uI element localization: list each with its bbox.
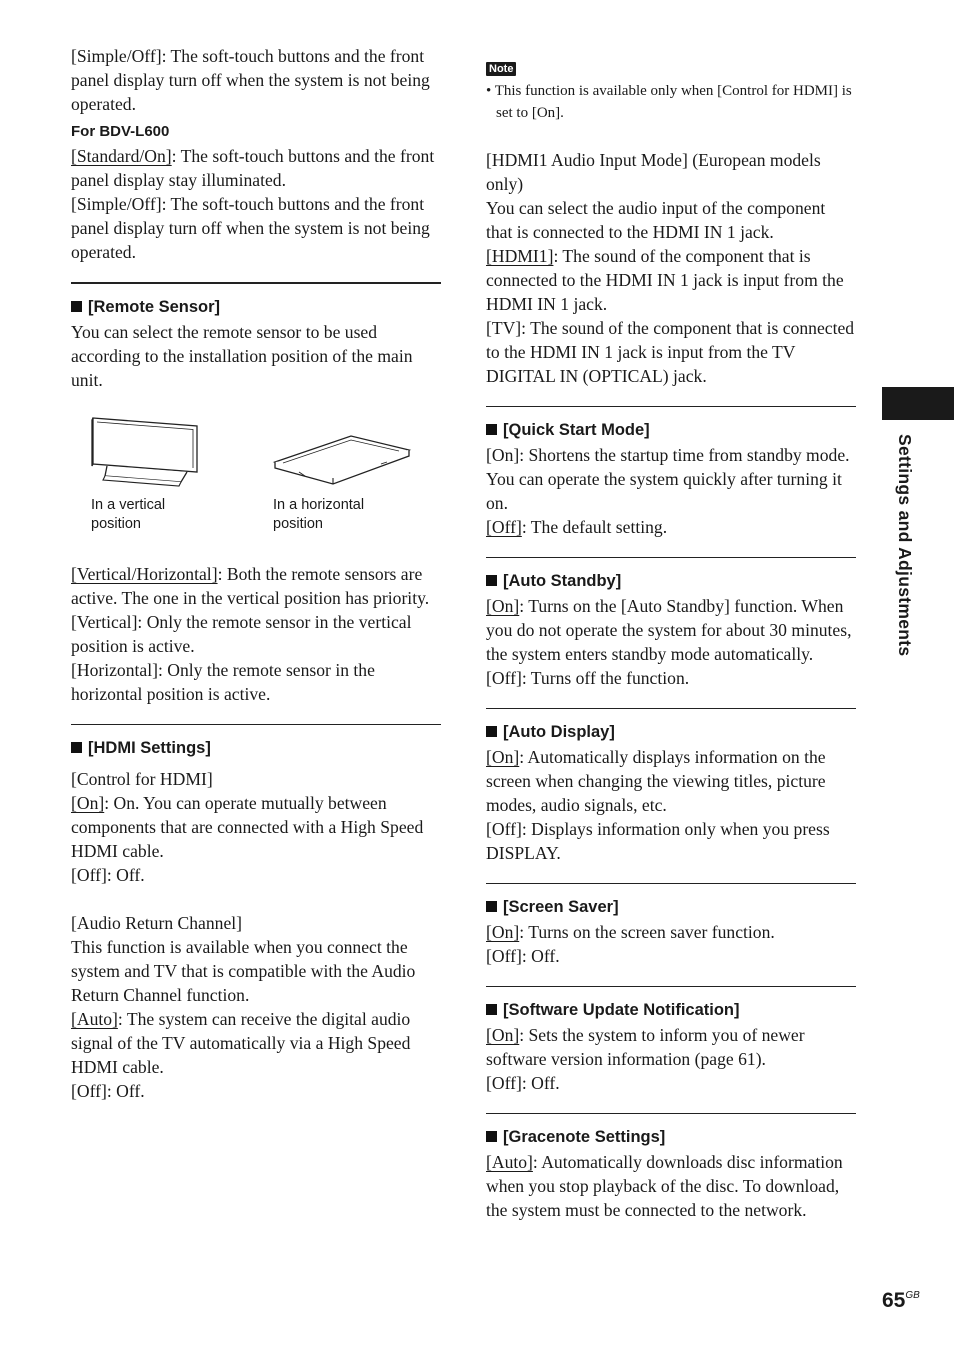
- note-badge: Note: [486, 62, 516, 76]
- square-bullet-icon: [71, 301, 82, 312]
- screen-saver-off: [Off]: Off.: [486, 946, 560, 966]
- heading-text: [Auto Display]: [503, 723, 615, 741]
- option-description: : The system can receive the digital audio signal of the TV automatically via a High Speed HDMI cable.: [71, 1009, 411, 1077]
- section-heading-remote-sensor: [71, 296, 441, 318]
- default-option: [Vertical/Horizontal]: [71, 564, 218, 584]
- hdmi-off-paragraph: [Off]: Off.: [71, 865, 145, 885]
- section-divider: [71, 724, 441, 725]
- standard-on-paragraph: [71, 144, 441, 192]
- horizontal-unit-icon: [271, 432, 413, 488]
- option-description: : The default setting.: [521, 517, 668, 537]
- option-description: : Turns on the screen saver function.: [519, 922, 775, 942]
- right-column: [486, 54, 856, 1222]
- heading-text: [HDMI Settings]: [88, 739, 211, 757]
- auto-standby-on: [486, 594, 856, 666]
- vertical-caption: [91, 496, 231, 534]
- vertical-paragraph: [Vertical]: Only the remote sensor in the vertical position is active.: [71, 612, 412, 656]
- hdmi1-audio-input-title: [HDMI1 Audio Input Mode] (European models only): [486, 150, 821, 194]
- note-text: • This function is available only when [Control for HDMI] is set to [On].: [486, 83, 852, 121]
- square-bullet-icon: [486, 575, 497, 586]
- arc-off-paragraph: [Off]: Off.: [71, 1081, 145, 1101]
- option-description: : On. You can operate mutually between components that are connected with a High Speed HDMI cable.: [71, 793, 424, 861]
- section-heading-auto-standby: [486, 570, 856, 592]
- default-option: [On]: [486, 596, 520, 616]
- horizontal-caption: [273, 496, 413, 534]
- square-bullet-icon: [486, 424, 497, 435]
- page-number-value: 65: [882, 1289, 906, 1312]
- square-bullet-icon: [486, 901, 497, 912]
- caption-line: position: [273, 516, 323, 532]
- vertical-unit-icon: [89, 414, 201, 490]
- section-divider: [71, 282, 441, 284]
- hdmi1-intro: You can select the audio input of the component that is connected to the HDMI IN 1 jack.: [486, 198, 826, 242]
- quick-start-off: [486, 515, 856, 539]
- section-divider: [486, 557, 856, 558]
- section-heading-quick-start: [486, 419, 856, 441]
- chapter-tab: [882, 387, 954, 420]
- tv-option-paragraph: [TV]: The sound of the component that is connected to the HDMI IN 1 jack is input from the TV DIGITAL IN (OPTICAL) jack.: [486, 318, 855, 386]
- square-bullet-icon: [486, 1004, 497, 1015]
- remote-sensor-intro: You can select the remote sensor to be used according to the installation position of the main unit.: [71, 322, 413, 390]
- heading-text: [Software Update Notification]: [503, 1001, 740, 1019]
- option-description: : Automatically downloads disc information when you stop playback of the disc. To download, the system must be connected to the network.: [486, 1152, 843, 1220]
- section-heading-gracenote: [486, 1126, 856, 1148]
- quick-start-on: [On]: Shortens the startup time from standby mode. You can operate the system quickly after turning it on.: [486, 445, 850, 513]
- horizontal-unit-illustration: [271, 432, 413, 494]
- vertical-horizontal-paragraph: [71, 562, 441, 610]
- section-divider: [486, 883, 856, 884]
- caption-line: position: [91, 516, 141, 532]
- option-description: : Turns on the [Auto Standby] function. When you do not operate the system for about 30 minutes, the system enters standby mode automatically.: [486, 596, 852, 664]
- default-option: [Auto]: [486, 1152, 533, 1172]
- simple-off-paragraph-2: [Simple/Off]: The soft-touch buttons and the front panel display turn off when the system is not being operated.: [71, 194, 430, 262]
- option-description: : Sets the system to inform you of newer software version information (page 61).: [486, 1025, 805, 1069]
- arc-intro-paragraph: This function is available when you connect the system and TV that is compatible with the Audio Return Channel function.: [71, 937, 416, 1005]
- left-column: [71, 44, 441, 1103]
- control-for-hdmi-title: [Control for HDMI]: [71, 769, 213, 789]
- heading-text: [Quick Start Mode]: [503, 421, 650, 439]
- hdmi1-option-paragraph: [486, 244, 856, 316]
- default-option: [On]: [486, 922, 520, 942]
- heading-text: [Screen Saver]: [503, 898, 619, 916]
- gracenote-auto: [486, 1150, 856, 1222]
- heading-text: [Gracenote Settings]: [503, 1128, 666, 1146]
- caption-line: In a horizontal: [273, 497, 365, 513]
- square-bullet-icon: [486, 726, 497, 737]
- software-update-on: [486, 1023, 856, 1071]
- auto-standby-off: [Off]: Turns off the function.: [486, 668, 690, 688]
- section-heading-screen-saver: [486, 896, 856, 918]
- option-description: : Automatically displays information on the screen when changing the viewing titles, picture modes, audio signals, etc.: [486, 747, 826, 815]
- square-bullet-icon: [71, 742, 82, 753]
- default-option: [Standard/On]: [71, 146, 172, 166]
- page-number: [882, 1284, 920, 1313]
- option-description: : The soft-touch buttons and the front panel display stay illuminated.: [71, 146, 435, 190]
- model-subheading: For BDV-L600: [71, 123, 170, 140]
- default-option: [Off]: [486, 517, 522, 537]
- section-heading-hdmi-settings: [71, 737, 441, 759]
- horizontal-paragraph: [Horizontal]: Only the remote sensor in the horizontal position is active.: [71, 660, 375, 704]
- vertical-unit-illustration: [89, 414, 201, 496]
- chapter-side-label: Settings and Adjustments: [895, 434, 915, 657]
- option-description: : Both the remote sensors are active. The one in the vertical position has priority.: [71, 564, 430, 608]
- section-divider: [486, 986, 856, 987]
- screen-saver-on: [486, 920, 856, 944]
- section-divider: [486, 406, 856, 407]
- section-divider: [486, 1113, 856, 1114]
- page-region-suffix: GB: [905, 1290, 920, 1301]
- default-option: [On]: [486, 747, 520, 767]
- default-option: [On]: [71, 793, 105, 813]
- caption-line: In a vertical: [91, 497, 166, 513]
- default-option: [HDMI1]: [486, 246, 554, 266]
- option-description: : The sound of the component that is connected to the HDMI IN 1 jack is input from the HDMI IN 1 jack.: [486, 246, 844, 314]
- heading-text: [Auto Standby]: [503, 572, 622, 590]
- position-illustrations: [71, 414, 441, 550]
- heading-text: [Remote Sensor]: [88, 298, 221, 316]
- audio-return-channel-title: [Audio Return Channel]: [71, 913, 243, 933]
- auto-display-off: [Off]: Displays information only when you press DISPLAY.: [486, 819, 830, 863]
- arc-auto-paragraph: [71, 1007, 441, 1079]
- simple-off-paragraph: [Simple/Off]: The soft-touch buttons and the front panel display turn off when the system is not being operated.: [71, 46, 430, 114]
- section-divider: [486, 708, 856, 709]
- auto-display-on: [486, 745, 856, 817]
- section-heading-software-update: [486, 999, 856, 1021]
- default-option: [On]: [486, 1025, 520, 1045]
- square-bullet-icon: [486, 1131, 497, 1142]
- software-update-off: [Off]: Off.: [486, 1073, 560, 1093]
- hdmi-on-paragraph: [71, 791, 441, 863]
- section-heading-auto-display: [486, 721, 856, 743]
- default-option: [Auto]: [71, 1009, 118, 1029]
